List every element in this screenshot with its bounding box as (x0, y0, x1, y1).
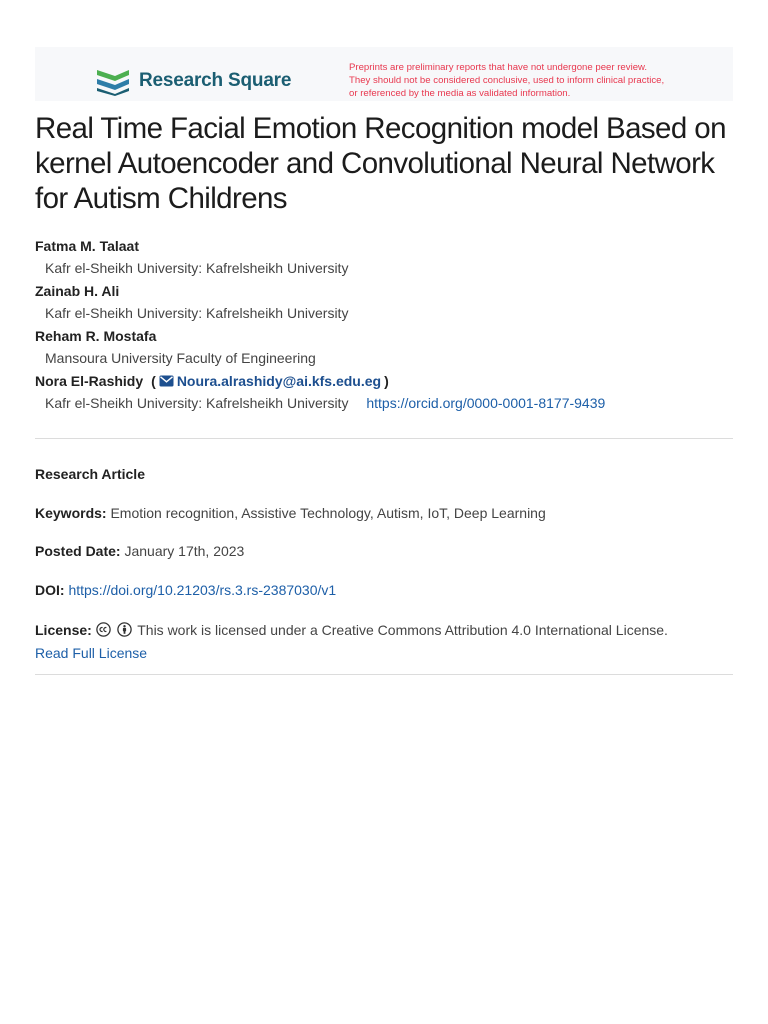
posted-date-label: Posted Date: (35, 543, 121, 559)
envelope-icon (159, 375, 174, 387)
doi-row (35, 580, 735, 600)
author-affiliation: Mansoura University Faculty of Engineering (45, 350, 316, 366)
posted-date-value: January 17th, 2023 (124, 543, 245, 559)
research-square-logo-icon (95, 66, 131, 96)
email-link[interactable]: Noura.alrashidy@ai.kfs.edu.eg (176, 373, 382, 389)
author-name[interactable]: Reham R. Mostafa (35, 328, 157, 344)
orcid-link[interactable]: https://orcid.org/0000-0001-8177-9439 (366, 395, 606, 411)
author-name[interactable]: Zainab H. Ali (35, 283, 120, 299)
read-full-license-link[interactable]: Read Full License (35, 645, 148, 661)
cc-icon (96, 622, 111, 637)
notice-line: or referenced by the media as validated information. (349, 88, 571, 99)
notice-line: Preprints are preliminary reports that have not undergone peer review. (349, 62, 648, 73)
research-square-logo[interactable] (95, 66, 291, 96)
author-affiliation: Kafr el-Sheikh University: Kafrelsheikh University (45, 260, 349, 276)
license-row (35, 619, 735, 665)
doi-label: DOI: (35, 582, 65, 598)
email-paren-open: ( (151, 373, 156, 389)
author-affiliation: Kafr el-Sheikh University: Kafrelsheikh University (45, 305, 349, 321)
divider (35, 438, 733, 439)
email-paren-close: ) (384, 373, 389, 389)
author-entry (35, 237, 735, 277)
attribution-icon (117, 622, 132, 637)
divider (35, 674, 733, 675)
notice-line: They should not be considered conclusive, used to inform clinical practice, (349, 75, 665, 86)
author-list (35, 237, 735, 417)
author-entry (35, 372, 735, 412)
author-entry (35, 282, 735, 322)
doi-link[interactable]: https://doi.org/10.21203/rs.3.rs-2387030/v1 (68, 582, 337, 598)
keywords-row (35, 503, 735, 523)
author-affiliation: Kafr el-Sheikh University: Kafrelsheikh University (45, 395, 349, 411)
posted-date-row (35, 541, 735, 561)
author-email (151, 372, 389, 390)
license-text: This work is licensed under a Creative Commons Attribution 4.0 International License. (137, 622, 668, 638)
keywords-value: Emotion recognition, Assistive Technology, Autism, IoT, Deep Learning (110, 505, 546, 521)
article-type: Research Article (35, 466, 145, 482)
keywords-label: Keywords: (35, 505, 107, 521)
author-name[interactable]: Nora El-Rashidy (35, 373, 144, 389)
license-label: License: (35, 622, 92, 638)
author-affiliation-row (35, 394, 735, 412)
author-entry (35, 327, 735, 367)
author-name[interactable]: Fatma M. Talaat (35, 238, 139, 254)
author-name-row (35, 372, 735, 390)
article-title: Real Time Facial Emotion Recognition model Based on kernel Autoencoder and Convolutional Neural Network for Autism Childrens (35, 112, 726, 215)
preprint-notice (349, 61, 729, 100)
brand-name: Research Square (139, 70, 292, 91)
